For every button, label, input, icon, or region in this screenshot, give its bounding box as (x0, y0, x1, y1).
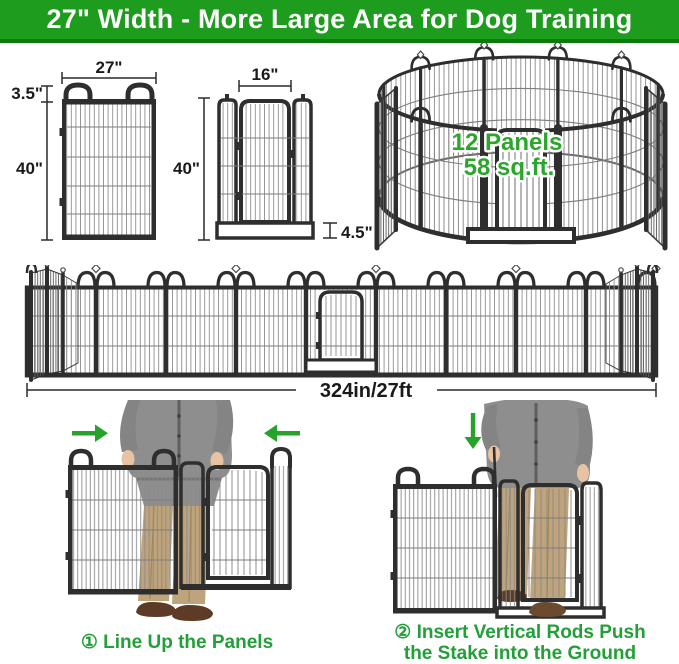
playpen-panels-count: 12 Panels (451, 129, 563, 156)
total-length-label: 324in/27ft (319, 380, 413, 400)
door-panel-diagram (173, 65, 373, 242)
playpen-area: 58 sq.ft. (463, 154, 555, 181)
bottom-bar-height-label: 4.5" (341, 223, 373, 242)
door-panel-height-label: 40" (173, 159, 200, 178)
step1-illustration (55, 400, 355, 630)
step1-caption: ① Line Up the Panels (80, 632, 274, 653)
step2-panel-left (391, 469, 498, 614)
playpen-circle-diagram (377, 43, 665, 248)
header-banner (0, 0, 679, 43)
folded-panels-left (27, 265, 78, 380)
fence-row-diagram (0, 265, 679, 400)
step1-panel-right (181, 449, 291, 590)
panel-width-label: 27" (95, 58, 123, 77)
shoe-front (529, 602, 566, 617)
single-panel-diagram (11, 58, 156, 240)
folded-panels-right (606, 265, 657, 380)
page-title: 27" Width - More Large Area for Dog Training (46, 4, 633, 34)
total-length-dimension (27, 380, 656, 400)
push-left-arrow-icon (264, 425, 300, 443)
dimension-diagrams (0, 43, 679, 265)
door-width-label: 16" (251, 65, 279, 84)
step2-caption-line2: the Stake into the Ground (403, 643, 637, 664)
step2-illustration (350, 400, 679, 622)
push-right-arrow-icon (72, 425, 108, 443)
panel-handle-height-label: 3.5" (11, 84, 43, 103)
push-down-arrow-icon (465, 413, 482, 449)
panel-height-label: 40" (16, 159, 43, 178)
step2-caption-line1: ② Insert Vertical Rods Push (394, 622, 646, 643)
step2-caption (370, 622, 670, 664)
step1-panel-left (66, 451, 179, 595)
